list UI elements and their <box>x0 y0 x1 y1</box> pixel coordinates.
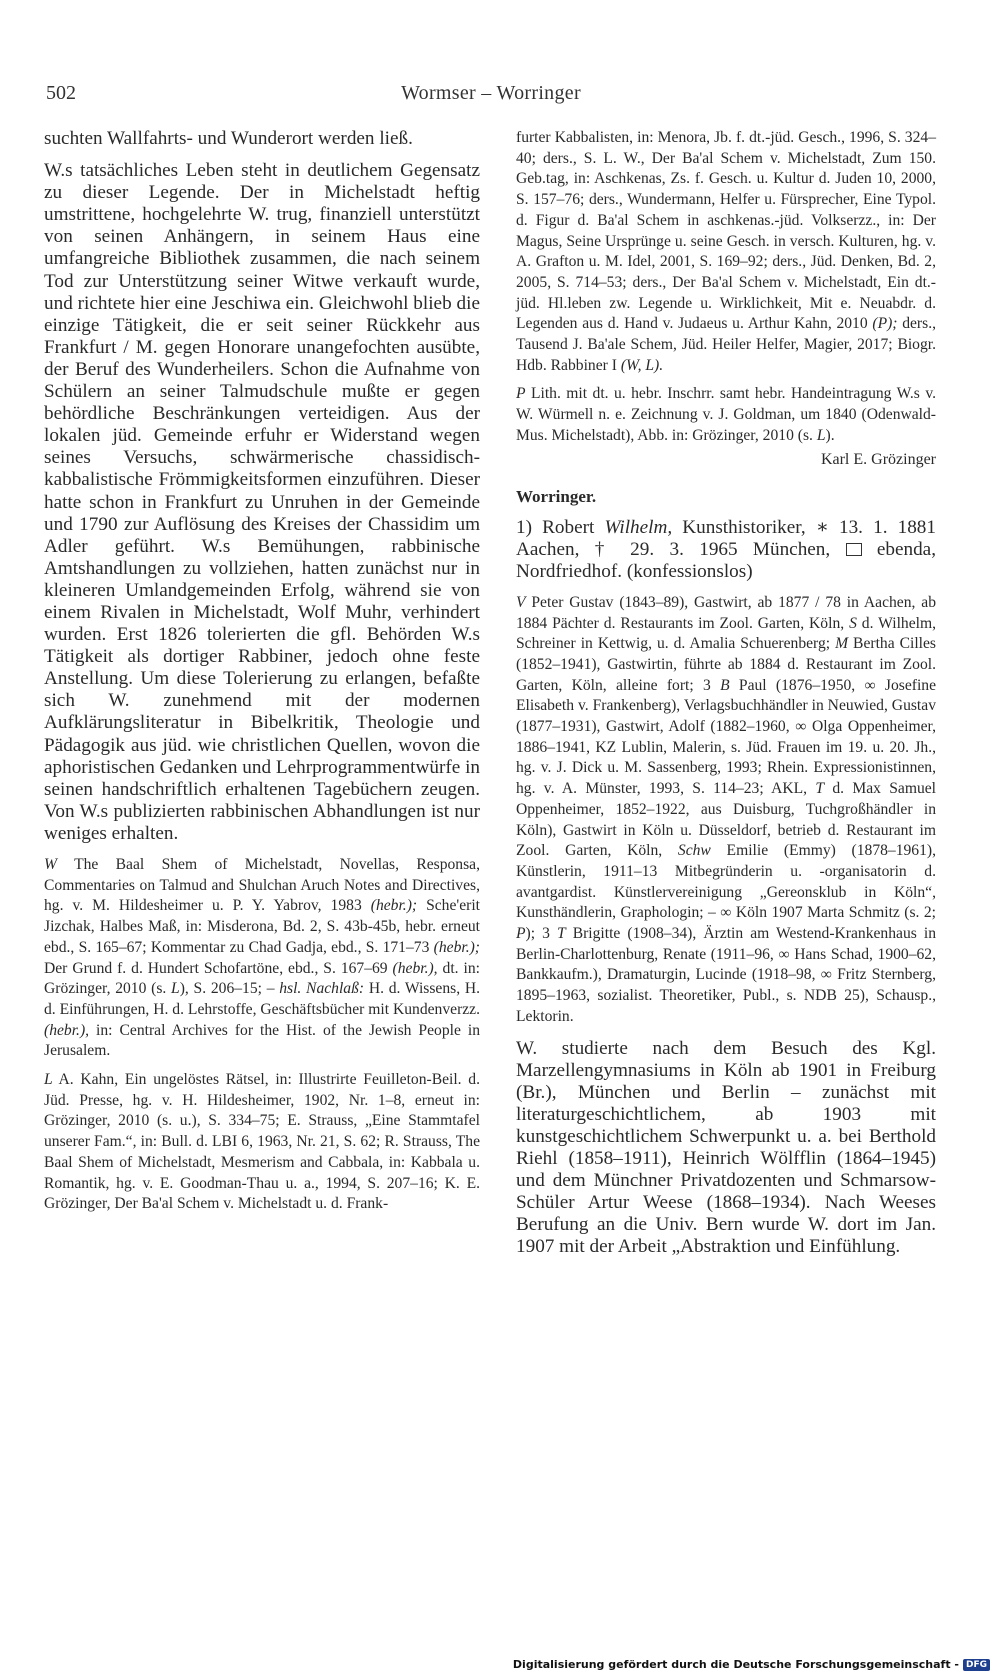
body-paragraph: suchten Wallfahrts- und Wunderort werden ließ. <box>44 128 413 149</box>
portrait-section: P Lith. mit dt. u. hebr. Inschrr. samt hebr. Handeintragung W.s v. W. Würmell n. e. Zeichnung v. J. Goldman, um 1840 (Odenwald-Mus. Michelstadt), Abb. in: Grözinger, 2010 (s. L). <box>516 385 936 444</box>
footer-credit <box>513 1658 990 1671</box>
burial-symbol-icon <box>846 543 862 556</box>
author-signature: Karl E. Grözinger <box>820 450 936 468</box>
body-paragraph: W.s tatsächliches Leben steht in deutlichem Gegensatz zu dieser Legende. Der in Michelstadt heftig umstrittene, hochgelehrte W. trug, finanziell unterstützt von seinen Anhängern, in seinem Haus eine umfangreiche Bibliothek zusammen, die nach seinem Tod zur Unterstützung seiner Witwe verkauft wurde, und richtete hier eine Jeschiwa ein. Gleichwohl blieb die einzige Tätigkeit, die er seit seiner Rückkehr aus Frankfurt / M. gegen Honorare unangefochten ausübte, der Beruf des Wunderheilers. Schon die Aufnahme von Schülern an seiner Talmudschule mußte er gegen behördliche Beschränkungen verteidigen. Aus der lokalen jüd. Gemeinde erfuhr er Widerstand wegen seines Versuchs, schwärmerische chassidisch-kabbalistische Frömmigkeitsformen einzuführen. Dieser hatte schon in Frankfurt zu Unruhen in der Gemeinde und 1790 zur Auflösung des Kreises der Chassidim um Adler geführt. W.s Bemühungen, rabbinische Amtshandlungen zu vollziehen, hatten zunächst nur in kleineren Umlandgemeinden Erfolg, während sie von einem Rivalen in Michelstadt, Wolf Muhr, verhindert wurden. Erst 1826 tolerierten die gfl. Behörden W.s Tätigkeit als dortiger Rabbiner, jedoch ohne feste Anstellung. Um diese Tolerierung zu erlangen, befaßte sich W. zunehmend mit der modernen Aufklärungsliteratur in Bibelkritik, Theologie und Pädagogik aus jüd. wie christlichen Quellen, wovon die aphoristischen Gedanken und Lehrprogrammentwürfe in seinen handschriftlich erhaltenen Tagebüchern zeugen. Von W.s publizierten rabbinischen Abhandlungen ist nur weniges erhalten. <box>44 160 480 844</box>
entry-title: Worringer. <box>516 486 597 506</box>
literature-continued: furter Kabbalisten, in: Menora, Jb. f. dt.-jüd. Gesch., 1996, S. 324–40; ders., S. L. W., Der Ba'al Schem v. Michelstadt, Zum 150. Geb.tag, in: Aschkenas, Zs. f. Gesch. u. Kultur d. Juden 10, 2000, S. 157–76; ders., Wundermann, Helfer u. Fürsprecher, Eine Typol. d. Figur d. Ba'al Schem in aschkenas.-jüd. Volkserzz., in: Der Magus, Seine Ursprünge u. seine Gesch. in versch. Kulturen, hg. v. A. Grafton u. M. Idel, 2001, S. 169–92; ders., Jüd. Denken, Bd. 2, 2005, S. 714–53; ders., Der Ba'al Schem v. Michelstadt, Ein dt.-jüd. Hl.leben zw. Legende u. Wirklichkeit, Mit e. Neuabdr. d. Legenden aus d. Hand v. Judaeus u. Arthur Kahn, 2010 (P); ders., Tausend J. Ba'ale Schem, Jüd. Heiler Helfer, Magier, 2017; Biogr. Hdb. Rabbiner I (W, L). <box>516 129 936 374</box>
dfg-logo-icon: DFG <box>963 1659 990 1671</box>
running-head: Wormser – Worringer <box>401 82 581 104</box>
entry-headline: 1) Robert Wilhelm, Kunsthistoriker, ∗ 13. 1. 1881 Aachen, † 29. 3. 1965 München, ebenda, Nordfriedhof. (konfessionslos) <box>516 516 936 582</box>
page-header <box>46 82 936 110</box>
footer-text: Digitalisierung gefördert durch die Deutsche Forschungsgemeinschaft - <box>512 1658 959 1671</box>
right-column <box>516 128 936 1259</box>
page-number: 502 <box>46 82 76 104</box>
genealogy-section: V Peter Gustav (1843–89), Gastwirt, ab 1877 / 78 in Aachen, ab 1884 Pächter d. Restaurants im Zool. Garten, Köln, S d. Wilhelm, Schreiner in Kettwig, u. d. Amalia Schuerenberg; M Bertha Cilles (1852–1941), Gastwirtin, führte ab 1884 d. Restaurant im Zool. Garten, Köln, alleine fort; 3 B Paul (1876–1950, ∞ Josefine Elisabeth v. Frankenberg), Verlagsbuchhändler in Neuwied, Gustav (1877–1931), Gastwirt, Adolf (1882–1960, ∞ Olga Oppenheimer, 1886–1941, KZ Lublin, Malerin, s. Jüd. Frauen im 19. u. 20. Jh., hg. v. J. Dick u. M. Sassenberg, 1993; Rhein. Expressionistinnen, hg. v. A. Münster, 1993, S. 114–23; AKL, T d. Max Samuel Oppenheimer, 1852–1922, aus Duisburg, Tuchgroßhändler in Köln), Gastwirt in Köln u. Düsseldorf, betrieb d. Restaurant im Zool. Garten, Köln, Schw Emilie (Emmy) (1878–1961), Künstlerin, 1911–13 Mitbegründerin u. -organisatorin d. avantgardist. Künstlervereinigung „Gereonsklub in Köln“, Kunsthändlerin, Graphologin; – ∞ Köln 1907 Marta Schmitz (s. 2; P); 3 T Brigitte (1908–34), Ärztin am Westend-Krankenhaus in Berlin-Charlottenburg, Renate (1911–96, ∞ Hans Schad, 1900–62, Bankkaufm.), Dramaturgin, Lucinde (1918–98, ∞ Fritz Sternberg, 1895–1963, sozialist. Theoretiker, Publ., s. NDB 25), Schausp., Lektorin. <box>516 593 937 1025</box>
literature-section: L A. Kahn, Ein ungelöstes Rätsel, in: Illustrirte Feuilleton-Beil. d. Jüd. Presse, hg. v. H. Hildesheimer, 1902, Nr. 1–8, erneut in: Grözinger, 2010 (s. u.), S. 334–75; E. Strauss, „Eine Stammtafel unserer Fam.“, in: Bull. d. LBI 6, 1963, Nr. 21, S. 62; R. Strauss, The Baal Shem of Michelstadt, Mesmerism and Cabbala, in: Kabbala u. Romantik, hg. v. E. Goodman-Thau u. a., 1994, S. 207–16; K. E. Grözinger, Der Ba'al Schem v. Michelstadt u. d. Frank- <box>44 1071 480 1213</box>
body-paragraph: W. studierte nach dem Besuch des Kgl. Marzellengymnasiums in Köln ab 1901 in Freiburg (Br.), München und Berlin – zunächst mit literaturgeschichtlichem, ab 1903 mit kunstgeschichtlichem Schwerpunkt u. a. bei Berthold Riehl (1858–1911), Heinrich Wölfflin (1864–1945) und dem Münchner Privatdozenten und Schmarsow-Schüler Artur Weese (1868–1934). Nach Weeses Berufung an die Univ. Bern wurde W. dort im Jan. 1907 mit der Arbeit „Abstraktion und Einfühlung. <box>516 1037 936 1258</box>
works-section: W The Baal Shem of Michelstadt, Novellas, Responsa, Commentaries on Talmud and Shulchan Aruch Notes and Directives, hg. v. M. Hildesheimer u. P. Y. Yabrov, 1983 (hebr.); Sche'erit Jizchak, Halbes Maß, in: Misderona, Bd. 2, S. 43b-45b, hebr. erneut ebd., S. 165–67; Kommentar zu Chad Gadja, ebd., S. 171–73 (hebr.); Der Grund f. d. Hundert Schofartöne, ebd., S. 167–69 (hebr.), dt. in: Grözinger, 2010 (s. L), S. 206–15; – hsl. Nachlaß: H. d. Wissens, H. d. Einführungen, H. d. Lehrstoffe, Geschäftsbücher mit Kundenverzz. (hebr.), in: Central Archives for the Hist. of the Jewish People in Jerusalem. <box>44 856 481 1060</box>
left-column <box>44 128 480 1215</box>
